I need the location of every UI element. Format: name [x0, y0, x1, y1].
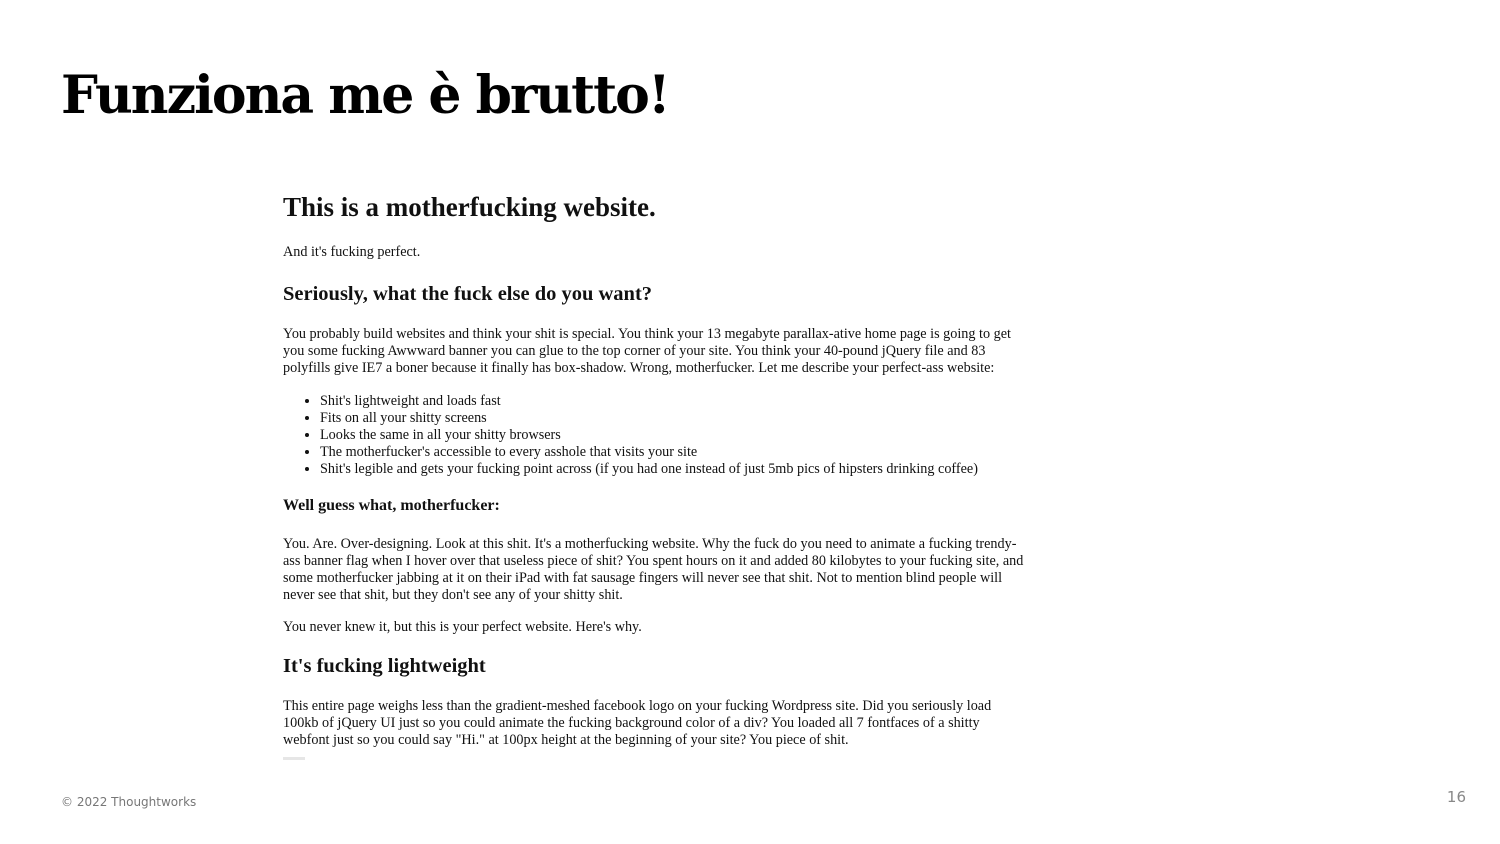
over-designing-paragraph: [283, 536, 1083, 604]
footer-copyright: © 2022 Thoughtworks: [61, 795, 197, 809]
paragraph-line: ass banner flag when I hover over that useless piece of shit? You spent hours on it and added 80 kilobytes to your fucking site, and: [283, 553, 1024, 569]
paragraph-line: some motherfucker jabbing at it on their iPad with fat sausage fingers will never see that shit. Not to mention blind people will: [283, 570, 1003, 586]
embedded-website-screenshot: [283, 190, 1083, 760]
feature-list: [283, 393, 1083, 478]
lightweight-paragraph: [283, 698, 1083, 749]
cropped-next-heading: [283, 757, 305, 760]
section-heading-lightweight: It's fucking lightweight: [283, 655, 486, 677]
section-heading-guess-what: Well guess what, motherfucker:: [283, 497, 500, 514]
perfect-website-paragraph: You never knew it, but this is your perfect website. Here's why.: [283, 619, 642, 635]
list-item: • Shit's lightweight and loads fast: [320, 393, 1083, 410]
paragraph-line: This entire page weighs less than the gradient-meshed facebook logo on your fucking Wordpress site. Did you seriously load: [283, 698, 992, 714]
slide-title: Funziona me è brutto!: [61, 65, 669, 126]
paragraph-line: You. Are. Over-designing. Look at this shit. It's a motherfucking website. Why the fuck do you need to animate a fucking trendy-: [283, 536, 1017, 552]
list-item: • Shit's legible and gets your fucking point across (if you had one instead of just 5mb pics of hipsters drinking coffee): [320, 461, 1083, 478]
paragraph-line: You probably build websites and think your shit is special. You think your 13 megabyte parallax-ative home page is going to get: [283, 326, 1011, 342]
list-item: • Fits on all your shitty screens: [320, 410, 1083, 427]
paragraph-line: you some fucking Awwward banner you can glue to the top corner of your site. You think your 40-pound jQuery file and 83: [283, 343, 986, 359]
list-item: • The motherfucker's accessible to every asshole that visits your site: [320, 444, 1083, 461]
paragraph-line: polyfills give IE7 a boner because it finally has box-shadow. Wrong, motherfucker. Let me describe your perfect-ass website:: [283, 360, 995, 376]
paragraph-line: webfont just so you could say "Hi." at 100px height at the beginning of your site? You piece of shit.: [283, 732, 849, 748]
website-heading: This is a motherfucking website.: [283, 192, 656, 222]
paragraph-line: 100kb of jQuery UI just so you could animate the fucking background color of a div? You loaded all 7 fontfaces of a shitty: [283, 715, 980, 731]
section-heading-what-else: Seriously, what the fuck else do you want?: [283, 283, 653, 305]
list-item: • Looks the same in all your shitty browsers: [320, 427, 1083, 444]
website-tagline: And it's fucking perfect.: [283, 244, 421, 260]
paragraph-line: never see that shit, but they don't see any of your shitty shit.: [283, 587, 623, 603]
intro-paragraph: [283, 326, 1083, 377]
page-number: 16: [1446, 788, 1466, 806]
